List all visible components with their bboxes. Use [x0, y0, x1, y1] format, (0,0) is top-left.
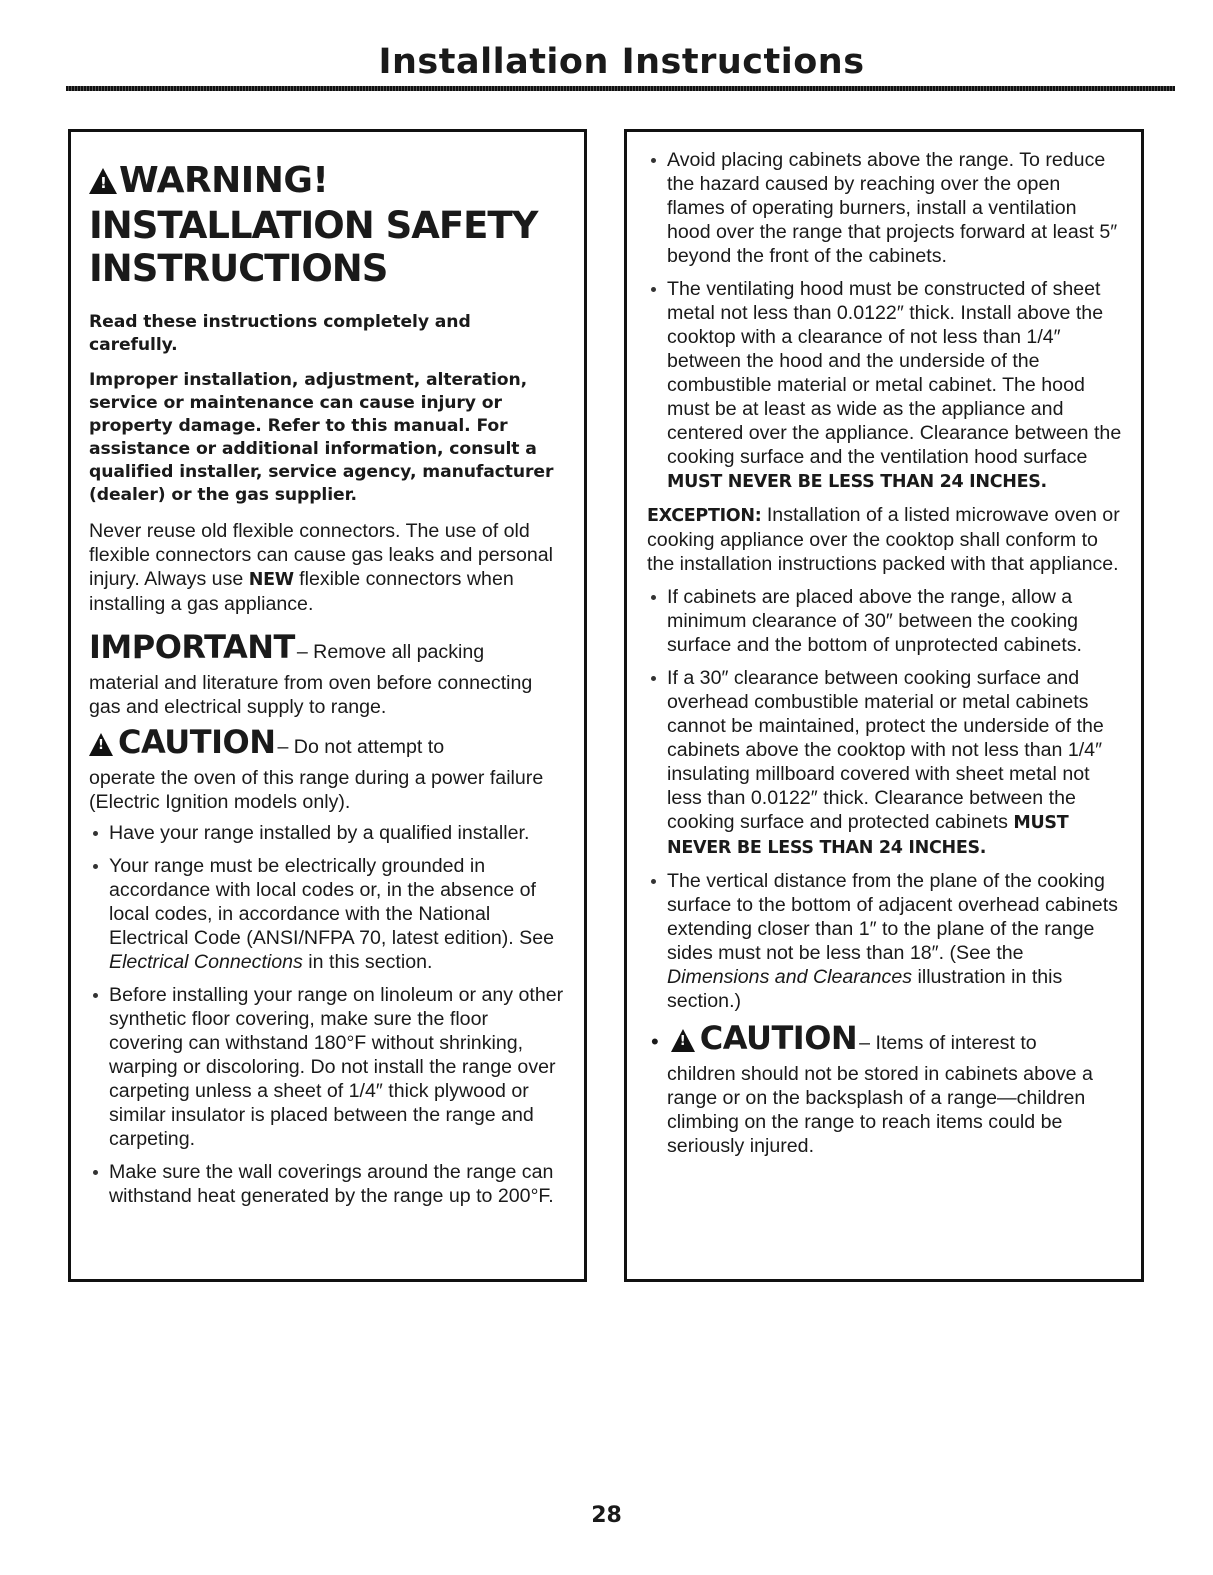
- list-item: Before installing your range on linoleum or any other synthetic floor covering, make sure the floor covering can withstand 180°F without shrinking, warping or discoloring. Do not install the range over carpeting unless a sheet of 1/4″ thick plywood or similar insulator is placed between the range and carpeting.: [89, 983, 564, 1151]
- caution-label: CAUTION: [118, 723, 276, 761]
- caution-lead: – Items of interest to: [859, 1032, 1037, 1054]
- list-item: Avoid placing cabinets above the range. To reduce the hazard caused by reaching over the open flames of operating burners, install a ventilation hood over the range that projects forward at least 5″ beyond the front of the cabinets.: [647, 148, 1123, 268]
- improper-notice: Improper installation, adjustment, alteration, service or maintenance can cause injury or property damage. Refer to this manual. For assistance or additional information, consult a qualified installer, service agency, manufacturer (dealer) or the gas supplier.: [89, 370, 554, 505]
- important-label: IMPORTANT: [89, 628, 295, 666]
- clearance-warning: MUST NEVER BE LESS THAN 24 INCHES.: [667, 472, 1047, 492]
- safety-box-right: [624, 129, 1144, 1282]
- right-bullet-list-2: [647, 585, 1123, 1013]
- caution-triangle-icon: [671, 1029, 695, 1052]
- caution-rest: children should not be stored in cabinets above a range or on the backsplash of a range—children climbing on the range to reach items could be seriously injured.: [667, 1063, 1093, 1157]
- caution-notice: [89, 723, 564, 814]
- important-lead: – Remove all packing: [296, 641, 485, 663]
- important-notice: [89, 628, 564, 719]
- list-item: If a 30″ clearance between cooking surface and overhead combustible material or metal cabinets cannot be maintained, protect the underside of the cabinets above the cooktop with not less than 1/4″ insulating millboard covered with sheet metal not less than 0.0122″ thick. Clearance between the cooking surface and protected cabinets MUST NEVER BE LESS THAN 24 INCHES.: [647, 666, 1123, 860]
- list-item: Your range must be electrically grounded in accordance with local codes or, in the absence of local codes, in accordance with the National Electrical Code (ANSI/NFPA 70, latest edition). See Electrical Connections in this section.: [89, 854, 564, 974]
- connectors-notice: [89, 519, 564, 616]
- connectors-new: NEW: [248, 570, 294, 590]
- warning-subtitle: [89, 204, 564, 290]
- connectors-text-a: Never reuse old flexible connectors. The use of old flexible connectors can cause gas leaks and personal injury. Always use: [89, 520, 554, 590]
- caution-lead: – Do not attempt to: [277, 736, 445, 758]
- exception-label: EXCEPTION:: [647, 506, 762, 526]
- warning-triangle-icon: [89, 168, 117, 194]
- warning-subtitle-line1: INSTALLATION SAFETY: [89, 204, 538, 247]
- header-rule: [66, 86, 1175, 91]
- caution-triangle-icon: [89, 733, 113, 756]
- warning-title-text: WARNING!: [119, 160, 329, 201]
- bullet-dot: •: [651, 1029, 659, 1054]
- left-bullet-list: [89, 821, 564, 1208]
- dimensions-ref: Dimensions and Clearances: [667, 966, 913, 988]
- page-header: Installation Instructions: [378, 42, 865, 82]
- important-rest: material and literature from oven before connecting gas and electrical supply to range.: [89, 672, 533, 718]
- page-number: 28: [591, 1503, 622, 1528]
- list-item: Make sure the wall coverings around the range can withstand heat generated by the range up to 200°F.: [89, 1160, 564, 1208]
- read-notice: Read these instructions completely and carefully.: [89, 312, 471, 355]
- list-item: The ventilating hood must be constructed of sheet metal not less than 0.0122″ thick. Install above the cooktop with a clearance of not less than 1/4″ between the hood and the underside of the combustible material or metal cabinet. The hood must be at least as wide as the appliance and centered over the appliance. Clearance between the cooking surface and the ventilation hood surface MUST NEVER BE LESS THAN 24 INCHES.: [647, 277, 1123, 494]
- clearance-warning: MUST NEVER BE LESS THAN 24 INCHES.: [667, 813, 1069, 858]
- caution-label: CAUTION: [699, 1019, 858, 1057]
- warning-title: [89, 159, 564, 203]
- list-item: Have your range installed by a qualified installer.: [89, 821, 564, 845]
- caution-rest: operate the oven of this range during a power failure (Electric Ignition models only).: [89, 767, 544, 813]
- list-item: The vertical distance from the plane of the cooking surface to the bottom of adjacent overhead cabinets extending closer than 1″ to the plane of the range sides must not be less than 18″. (See the Dimensions and Clearances illustration in this section.): [647, 869, 1123, 1013]
- connectors-text-b: flexible connectors when installing a gas appliance.: [89, 568, 514, 615]
- caution-notice-right: [647, 1019, 1123, 1158]
- list-item: If cabinets are placed above the range, allow a minimum clearance of 30″ between the cooking surface and the bottom of unprotected cabinets.: [647, 585, 1123, 657]
- exception-notice: EXCEPTION: Installation of a listed microwave oven or cooking appliance over the cooktop shall conform to the installation instructions packed with that appliance.: [647, 504, 1120, 575]
- safety-box-left: [68, 129, 587, 1282]
- warning-subtitle-line2: INSTRUCTIONS: [89, 247, 388, 290]
- right-bullet-list: [647, 148, 1123, 494]
- electrical-connections-ref: Electrical Connections: [109, 951, 303, 973]
